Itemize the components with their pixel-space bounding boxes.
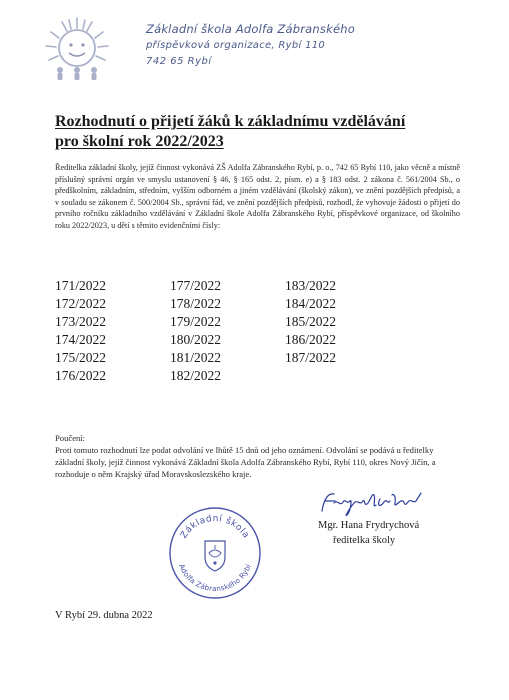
registration-number: 173/2022 [55,314,107,329]
registration-column-1 [55,277,170,385]
registration-number: 171/2022 [55,278,107,293]
registration-number: 177/2022 [170,278,222,293]
appeal-notice [55,432,450,480]
title-line-1: Rozhodnutí o přijetí žáků k základnímu vzdělávání [55,113,406,130]
registration-number: 184/2022 [285,296,337,311]
notice-heading: Poučení: [55,433,86,443]
registration-number: 183/2022 [285,278,337,293]
registration-column-2 [170,277,285,385]
registration-number: 182/2022 [170,368,222,383]
registration-number: 185/2022 [285,314,337,329]
registration-number: 176/2022 [55,368,107,383]
intro-paragraph: Ředitelka základní školy, jejíž činnost vykonává ZŠ Adolfa Zábranského Rybí, p. o., 742 65 Rybí 110, jako věcně a místně příslušný správní orgán ve smyslu ustanovení § 46, § 165 odst. 2, písm. e) a § 183 odst. 2 zákona č. 561/2004 Sb., o předškolním, základním, středním, vyšším odborném a jiném vzdělávání (školský zákon), ve znění pozdějších předpisů, a v souladu se zákonem č. 500/2004 Sb., správní řád, ve znění pozdějších předpisů, rozhodl, že vyhovuje žádosti o přijetí do prvního ročníku základního vzdělávání v Základní škole Adolfa Zábranského Rybí, příspěvkové organizace, od školního roku 2022/2023, u dětí s těmito evidenčními čísly: [55,163,460,230]
place-and-date: V Rybí 29. dubna 2022 [55,610,153,621]
registration-number: 187/2022 [285,350,337,365]
registration-number: 175/2022 [55,350,107,365]
registration-column-3 [285,277,400,385]
school-logo [40,14,114,84]
official-stamp [167,505,263,601]
title-line-2: pro školní rok 2022/2023 [55,133,224,150]
handwritten-signature [316,489,434,519]
letterhead [146,22,355,67]
svg-text:Adolfa Zábranského Rybí: Adolfa Zábranského Rybí [177,562,253,594]
registration-numbers [55,277,415,385]
registration-number: 179/2022 [170,314,222,329]
letterhead-organization: příspěvková organizace, Rybí 110 [146,40,326,51]
registration-number: 186/2022 [285,332,337,347]
registration-number: 180/2022 [170,332,222,347]
registration-number: 181/2022 [170,350,222,365]
signatory-role: ředitelka školy [333,535,396,546]
letterhead-address: 742 65 Rybí [146,56,212,67]
registration-number: 174/2022 [55,332,107,347]
letterhead-school-name: Základní škola Adolfa Zábranského [146,22,355,36]
notice-text: Proti tomuto rozhodnutí lze podat odvolání ve lhůtě 15 dnů od jeho oznámení. Odvolání se podává u ředitelky základní školy, jejíž činnost vykonává Základní škola Adolfa Zábranského Rybí, Rybí 110, okres Nový Jičín, a rozhoduje o něm Krajský úřad Moravskoslezského kraje. [55,445,436,479]
registration-number: 178/2022 [170,296,222,311]
signatory-name: Mgr. Hana Frydrychová [318,520,420,531]
document-title [55,112,475,152]
svg-text:Základní škola: Základní škola [179,513,251,541]
registration-number: 172/2022 [55,296,107,311]
